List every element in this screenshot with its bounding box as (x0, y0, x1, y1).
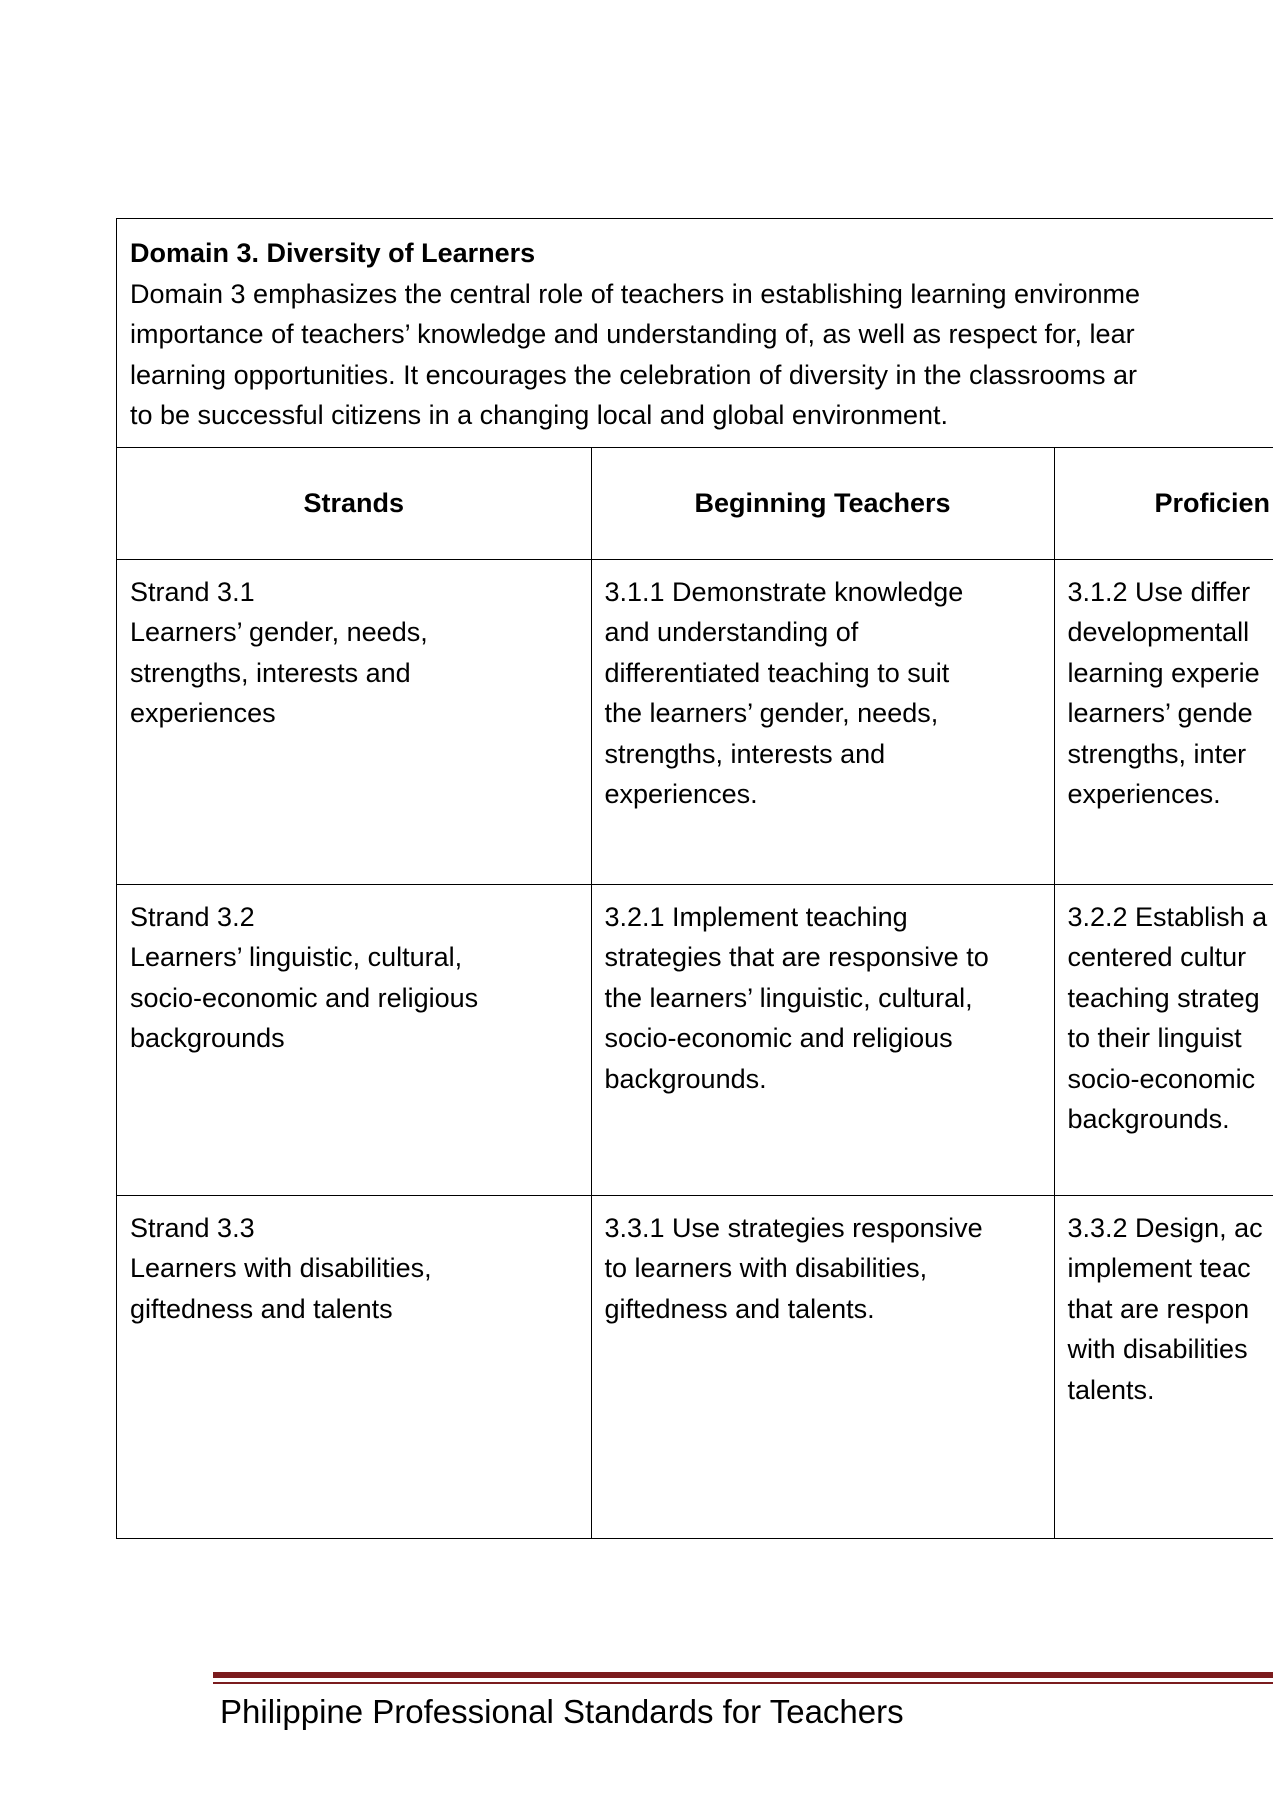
table-header-row (117, 448, 1273, 559)
indicator-line: and understanding of (604, 617, 859, 647)
indicator-line: 3.2.1 Implement teaching (604, 901, 908, 932)
beginning-teachers-cell (591, 1195, 1054, 1538)
indicator-line: experiences. (604, 779, 758, 809)
indicator-line: strengths, inter (1067, 738, 1247, 769)
indicator-line: teaching strateg (1067, 982, 1260, 1013)
column-header-proficient-teachers: Proficien (1054, 448, 1273, 559)
indicator-line: 3.3.2 Design, ac (1067, 1212, 1263, 1243)
indicator-line: talents. (1067, 1374, 1155, 1405)
strand-cell (117, 1195, 591, 1538)
table-row (117, 1195, 1273, 1538)
domain-description-line: Domain 3 emphasizes the central role of teachers in establishing learning environme (130, 278, 1141, 309)
indicator-line: learners’ gende (1067, 698, 1253, 728)
indicator-line: learning experie (1067, 657, 1260, 688)
indicator-line: with disabilities (1067, 1334, 1248, 1364)
domain-description-line: to be successful citizens in a changing local and global environment. (130, 400, 948, 430)
footer-title: Philippine Professional Standards for Teachers (220, 1693, 904, 1730)
footer-rule-thin (213, 1682, 1273, 1684)
strand-line: experiences (130, 698, 276, 728)
strand-line: Strand 3.1 (130, 576, 255, 607)
indicator-line: socio-economic (1067, 1063, 1256, 1094)
indicator-line: 3.1.2 Use differ (1067, 576, 1251, 607)
indicator-line: implement teac (1067, 1253, 1251, 1283)
standards-document (116, 218, 1273, 1539)
indicator-line: strengths, interests and (604, 738, 886, 769)
strand-line: Learners with disabilities, (130, 1253, 432, 1283)
indicator-line: 3.3.1 Use strategies responsive (604, 1212, 983, 1243)
indicator-line: that are respon (1067, 1293, 1250, 1324)
indicator-line: the learners’ gender, needs, (604, 698, 939, 728)
indicator-line: strategies that are responsive to (604, 942, 989, 972)
strand-line: strengths, interests and (130, 657, 411, 688)
table-row (117, 559, 1273, 884)
indicator-line: backgrounds. (1067, 1104, 1230, 1134)
domain-title: Domain 3. Diversity of Learners (130, 238, 536, 268)
column-header-strands: Strands (117, 448, 591, 559)
indicator-line: socio-economic and religious (604, 1023, 953, 1053)
strand-line: Strand 3.3 (130, 1212, 255, 1243)
strand-line: Strand 3.2 (130, 901, 255, 932)
indicator-line: centered cultur (1067, 942, 1247, 972)
strand-line: socio-economic and religious (130, 982, 479, 1013)
strand-cell (117, 559, 591, 884)
strand-cell (117, 884, 591, 1195)
domain-description-line: learning opportunities. It encourages the celebration of diversity in the classrooms ar (130, 359, 1138, 390)
proficient-teachers-cell (1054, 1195, 1273, 1538)
indicator-line: the learners’ linguistic, cultural, (604, 982, 973, 1013)
strand-line: giftedness and talents (130, 1293, 393, 1324)
indicator-line: to their linguist (1067, 1023, 1242, 1053)
indicator-line: 3.1.1 Demonstrate knowledge (604, 576, 964, 607)
indicator-line: giftedness and talents. (604, 1293, 875, 1324)
indicator-line: differentiated teaching to suit (604, 657, 950, 688)
proficient-teachers-cell (1054, 559, 1273, 884)
standards-table (117, 448, 1273, 1538)
indicator-line: 3.2.2 Establish a (1067, 901, 1268, 932)
indicator-line: to learners with disabilities, (604, 1253, 928, 1283)
strand-line: backgrounds (130, 1023, 285, 1053)
indicator-line: developmentall (1067, 617, 1250, 647)
indicator-line: experiences. (1067, 779, 1221, 809)
strand-line: Learners’ gender, needs, (130, 617, 428, 647)
beginning-teachers-cell (591, 884, 1054, 1195)
proficient-teachers-cell (1054, 884, 1273, 1195)
domain-description-line: importance of teachers’ knowledge and understanding of, as well as respect for, lear (130, 319, 1135, 349)
beginning-teachers-cell (591, 559, 1054, 884)
domain-description-box (117, 219, 1273, 448)
strand-line: Learners’ linguistic, cultural, (130, 942, 463, 972)
column-header-beginning-teachers: Beginning Teachers (591, 448, 1054, 559)
footer-rule (213, 1672, 1273, 1678)
indicator-line: backgrounds. (604, 1063, 767, 1094)
table-row (117, 884, 1273, 1195)
